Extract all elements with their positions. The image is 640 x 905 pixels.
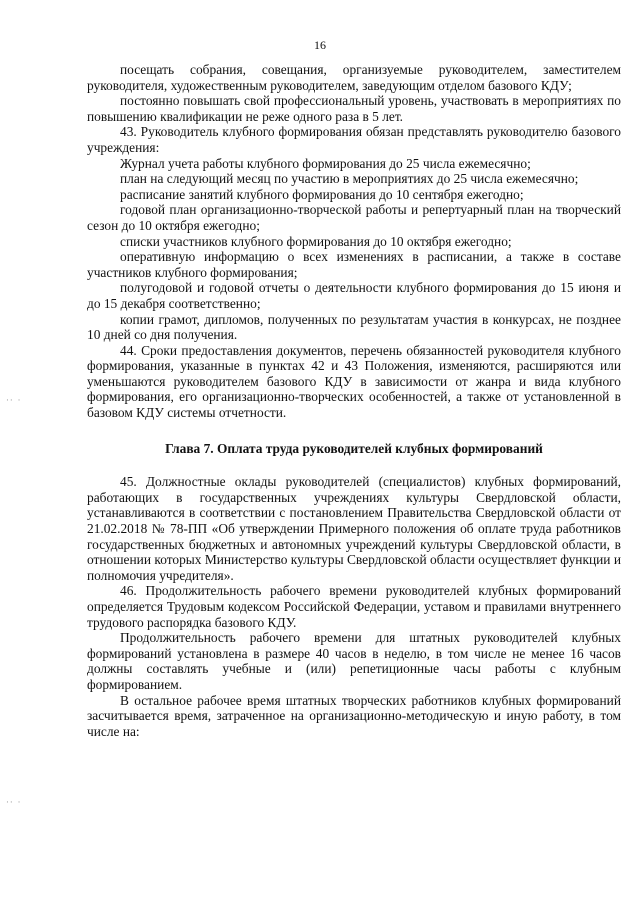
scan-artifact-mark: ·· ·	[6, 798, 22, 808]
list-item-participant-lists: списки участников клубного формирования до 10 октября ежегодно;	[120, 233, 512, 249]
paragraph-working-hours: Продолжительность рабочего времени для штатных руководителей клубных формирований установлена в размере 40 часов в неделю, в том числе не менее 16 часов должны составлять учебные и (или) репетиционные часы работы с клубным формированием.	[87, 630, 621, 692]
paragraph-44: 44. Сроки предоставления документов, перечень обязанностей руководителя клубного формирования, указанные в пунктах 42 и 43 Положения, изменяются, расширяются или уменьшаются руководителем базового КДУ в зависимости от жанра и вида клубного формирования, его организационно-творческих особенностей, а также от установленной в базовом КДУ системы отчетности.	[87, 342, 621, 421]
page-number: 16	[314, 38, 326, 52]
paragraph-other-work-time: В остальное рабочее время штатных творческих работников клубных формирований засчитывается время, затраченное на организационно-методическую и иную работу, в том числе на:	[87, 692, 621, 739]
list-item-journal: Журнал учета работы клубного формирования до 25 числа ежемесячно;	[120, 155, 531, 171]
chapter-heading: Глава 7. Оплата труда руководителей клубных формирований	[165, 440, 543, 456]
document-body	[87, 62, 621, 739]
list-item-reports: полугодовой и годовой отчеты о деятельности клубного формирования до 15 июня и до 15 декабря соответственно;	[87, 280, 621, 311]
paragraph-46: 46. Продолжительность рабочего времени руководителей клубных формирований определяется Трудовым кодексом Российской Федерации, уставом и правилами внутреннего трудового распорядка базового КДУ.	[87, 583, 621, 630]
list-item-schedule: расписание занятий клубного формирования до 10 сентября ежегодно;	[120, 186, 524, 202]
list-item-certificates: копии грамот, дипломов, полученных по результатам участия в конкурсах, не позднее 10 дней со дня получения.	[87, 311, 621, 343]
list-item-monthly-plan: план на следующий месяц по участию в мероприятиях до 25 числа ежемесячно;	[120, 171, 579, 187]
scan-artifact-mark: ·· ·	[6, 396, 22, 406]
paragraph-attend-meetings: посещать собрания, совещания, организуемые руководителем, заместителем руководителя, художественным руководителем, заведующим отделом базового КДУ;	[87, 62, 621, 93]
paragraph-43: 43. Руководитель клубного формирования обязан представлять руководителю базового учреждения:	[87, 124, 621, 155]
list-item-operational-info: оперативную информацию о всех изменениях в расписании, а также в составе участников клубного формирования;	[87, 249, 621, 280]
paragraph-qualification: постоянно повышать свой профессиональный уровень, участвовать в мероприятиях по повышению квалификации не реже одного раза в 5 лет.	[87, 93, 621, 124]
paragraph-45: 45. Должностные оклады руководителей (специалистов) клубных формирований, работающих в государственных учреждениях культуры Свердловской области, устанавливаются в соответствии с постановлением Правительства Свердловской области от 21.02.2018 № 78-ПП «Об утверждении Примерного положения об оплате труда работников государственных бюджетных и автономных учреждений культуры Свердловской области, в отношении которых Министерство культуры Свердловской области осуществляет функции и полномочия учредителя».	[87, 474, 621, 583]
list-item-annual-plan: годовой план организационно-творческой работы и репертуарный план на творческий сезон до 10 октября ежегодно;	[87, 202, 621, 233]
